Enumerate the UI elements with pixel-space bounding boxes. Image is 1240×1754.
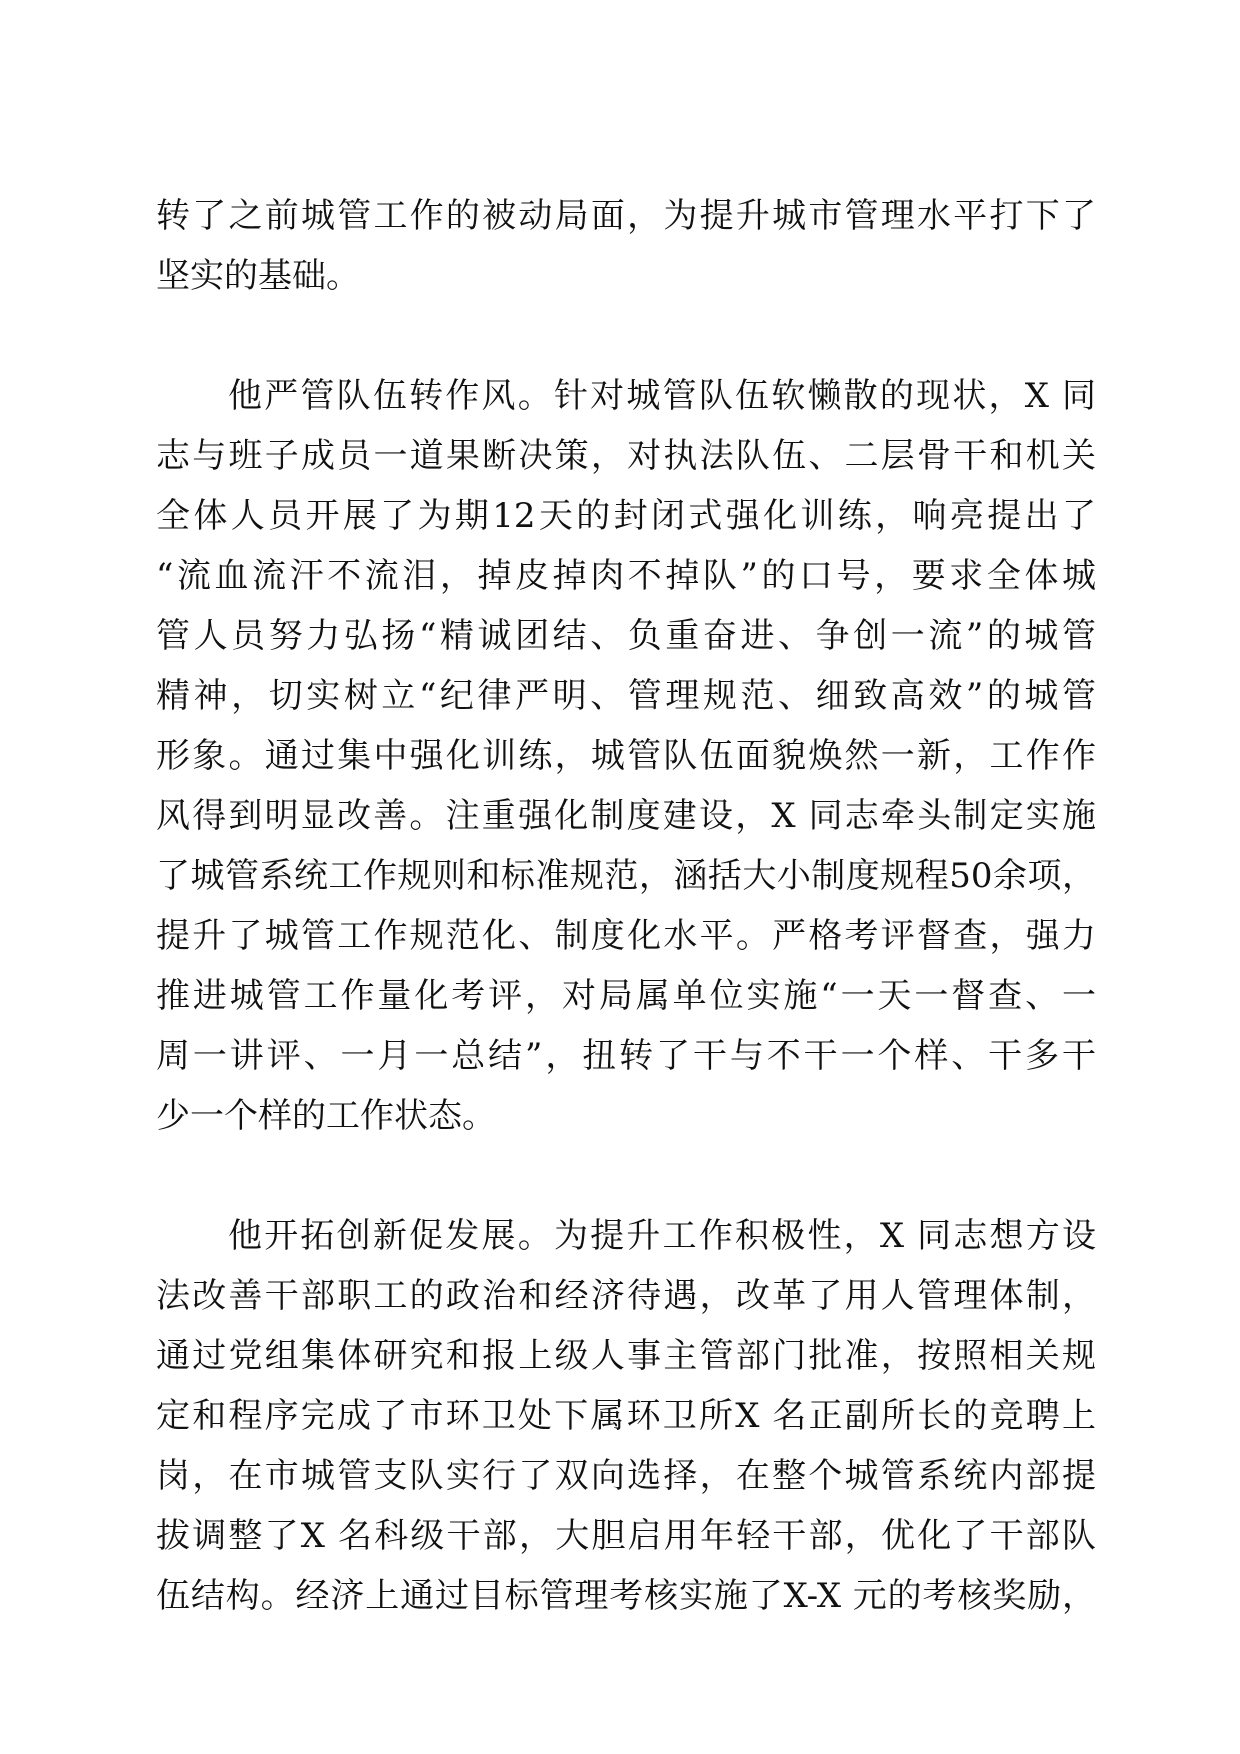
text-line: 精神，切实树立“纪律严明、管理规范、细致高效”的城管 bbox=[156, 676, 1096, 716]
text-line: “流血流汗不流泪，掉皮掉肉不掉队”的口号，要求全体城 bbox=[156, 556, 1096, 596]
text-line: 定和程序完成了市环卫处下属环卫所X 名正副所长的竞聘上 bbox=[156, 1396, 1096, 1436]
text-line: 少一个样的工作状态。 bbox=[156, 1096, 496, 1136]
text-line: 形象。通过集中强化训练，城管队伍面貌焕然一新，工作作 bbox=[156, 736, 1096, 776]
text-line: 转了之前城管工作的被动局面，为提升城市管理水平打下了 bbox=[156, 196, 1096, 236]
text-line: 他开拓创新促发展。为提升工作积极性，X 同志想方设 bbox=[228, 1216, 1096, 1256]
text-line: 拔调整了X 名科级干部，大胆启用年轻干部，优化了干部队 bbox=[156, 1516, 1096, 1556]
paragraph-team-discipline bbox=[156, 366, 1096, 1146]
text-line: 岗，在市城管支队实行了双向选择，在整个城管系统内部提 bbox=[156, 1456, 1096, 1496]
text-line: 全体人员开展了为期12天的封闭式强化训练，响亮提出了 bbox=[156, 496, 1096, 536]
text-line: 风得到明显改善。注重强化制度建设，X 同志牵头制定实施 bbox=[156, 796, 1096, 836]
text-line: 周一讲评、一月一总结”，扭转了干与不干一个样、干多干 bbox=[156, 1036, 1096, 1076]
paragraph-continuation bbox=[156, 186, 1096, 306]
text-line: 法改善干部职工的政治和经济待遇，改革了用人管理体制， bbox=[156, 1276, 1096, 1316]
text-line: 他严管队伍转作风。针对城管队伍软懒散的现状，X 同 bbox=[228, 376, 1096, 416]
text-line: 通过党组集体研究和报上级人事主管部门批准，按照相关规 bbox=[156, 1336, 1096, 1376]
paragraph-spacer bbox=[156, 306, 1096, 366]
paragraph-spacer bbox=[156, 1146, 1096, 1206]
document-body bbox=[156, 186, 1096, 1626]
text-line: 伍结构。经济上通过目标管理考核实施了X-X 元的考核奖励， bbox=[156, 1576, 1096, 1616]
text-line: 了城管系统工作规则和标准规范，涵括大小制度规程50余项， bbox=[156, 856, 1096, 896]
text-line: 管人员努力弘扬“精诚团结、负重奋进、争创一流”的城管 bbox=[156, 616, 1096, 656]
text-line: 推进城管工作量化考评，对局属单位实施“一天一督查、一 bbox=[156, 976, 1096, 1016]
paragraph-innovation bbox=[156, 1206, 1096, 1626]
text-line: 志与班子成员一道果断决策，对执法队伍、二层骨干和机关 bbox=[156, 436, 1096, 476]
text-line: 提升了城管工作规范化、制度化水平。严格考评督查，强力 bbox=[156, 916, 1096, 956]
text-line: 坚实的基础。 bbox=[156, 256, 360, 296]
